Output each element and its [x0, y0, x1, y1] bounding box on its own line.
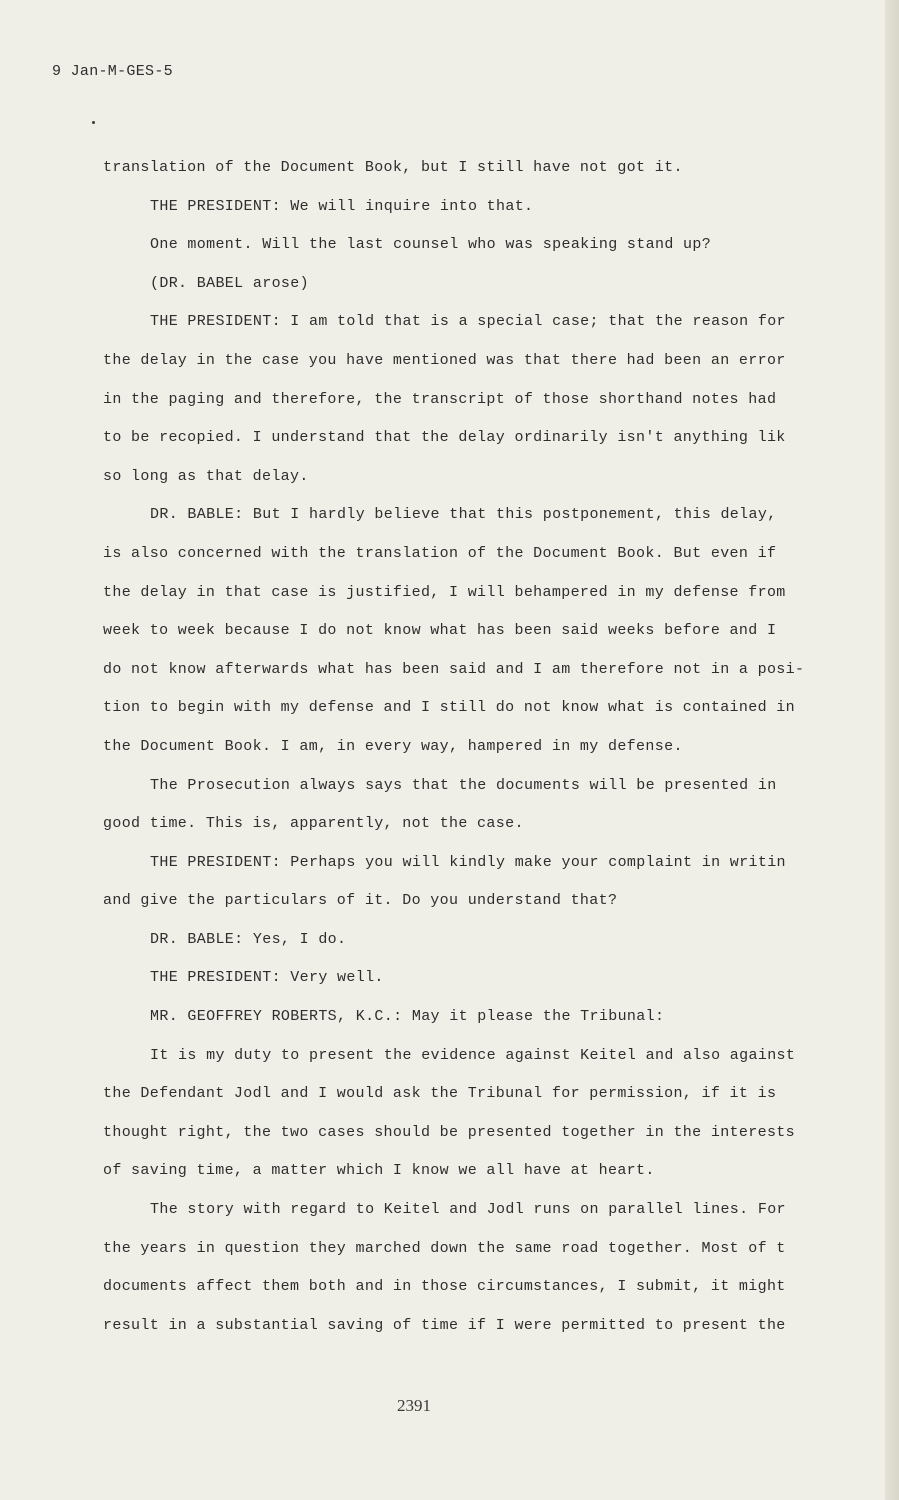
- text-line: the Document Book. I am, in every way, hampered in my defense.: [103, 737, 683, 755]
- text-line: the years in question they marched down the same road together. Most of t: [103, 1239, 786, 1257]
- text-line: do not know afterwards what has been said and I am therefore not in a posi-: [103, 660, 805, 678]
- text-line: THE PRESIDENT: I am told that is a special case; that the reason for: [150, 313, 786, 331]
- text-line: translation of the Document Book, but I still have not got it.: [103, 159, 683, 176]
- text-line: so long as that delay.: [103, 467, 309, 485]
- text-line: and give the particulars of it. Do you understand that?: [103, 892, 618, 910]
- text-line: to be recopied. I understand that the delay ordinarily isn't anything lik: [103, 429, 786, 447]
- text-line: the delay in the case you have mentioned was that there had been an error: [103, 351, 786, 369]
- text-line: good time. This is, apparently, not the case.: [103, 815, 524, 833]
- text-line: result in a substantial saving of time if I were permitted to present the: [103, 1316, 786, 1334]
- text-line: thought right, the two cases should be presented together in the interests: [103, 1123, 796, 1141]
- text-line: THE PRESIDENT: Perhaps you will kindly make your complaint in writin: [150, 853, 786, 871]
- text-line: week to week because I do not know what has been said weeks before and I: [103, 622, 777, 640]
- page-edge-shadow: [885, 0, 899, 1500]
- text-line: The story with regard to Keitel and Jodl runs on parallel lines. For: [150, 1201, 786, 1219]
- text-line: One moment. Will the last counsel who was speaking stand up?: [150, 236, 712, 254]
- text-line: the Defendant Jodl and I would ask the Tribunal for permission, if it is: [103, 1085, 777, 1103]
- text-line: tion to begin with my defense and I still do not know what is contained in: [103, 699, 796, 717]
- margin-mark: [92, 121, 95, 124]
- text-line: in the paging and therefore, the transcript of those shorthand notes had: [103, 390, 777, 408]
- text-line: the delay in that case is justified, I will behampered in my defense from: [103, 583, 786, 601]
- page-number: 2391: [397, 1396, 431, 1415]
- text-line: DR. BABLE: Yes, I do.: [150, 930, 347, 948]
- text-line: The Prosecution always says that the documents will be presented in: [150, 776, 777, 794]
- text-line: THE PRESIDENT: Very well.: [150, 969, 384, 987]
- text-line: of saving time, a matter which I know we all have at heart.: [103, 1162, 655, 1180]
- transcript-body: [103, 155, 813, 1351]
- document-reference: 9 Jan-M-GES-5: [52, 63, 173, 80]
- text-line: THE PRESIDENT: We will inquire into that.: [150, 197, 534, 215]
- text-line: It is my duty to present the evidence against Keitel and also against: [150, 1046, 796, 1064]
- text-line: documents affect them both and in those circumstances, I submit, it might: [103, 1278, 786, 1296]
- text-line: is also concerned with the translation of the Document Book. But even if: [103, 544, 777, 562]
- text-line: (DR. BABEL arose): [150, 274, 309, 292]
- text-line: MR. GEOFFREY ROBERTS, K.C.: May it please the Tribunal:: [150, 1008, 665, 1026]
- text-line: DR. BABLE: But I hardly believe that this postponement, this delay,: [150, 506, 777, 524]
